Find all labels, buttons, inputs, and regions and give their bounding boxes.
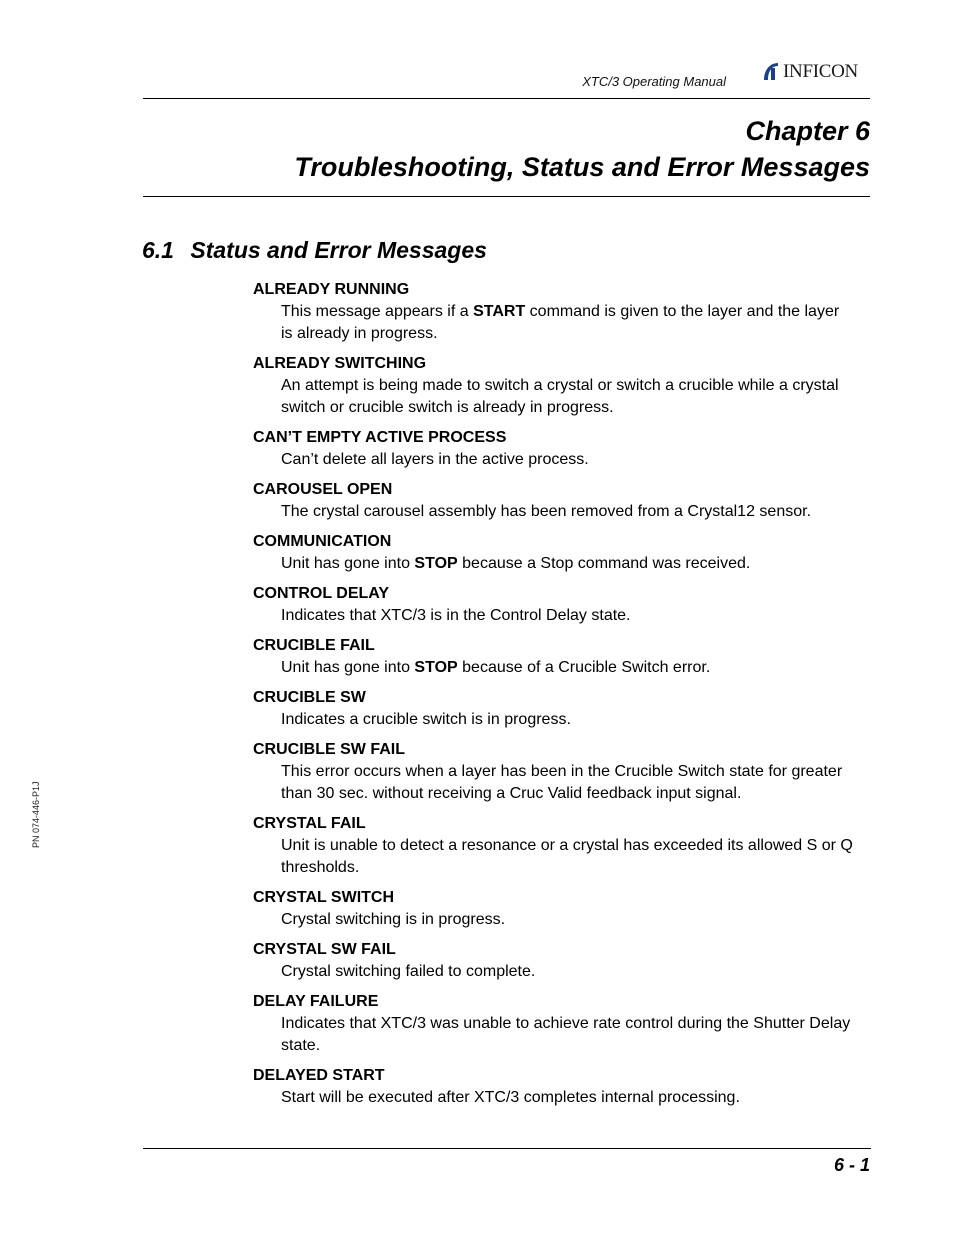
description-text: because of a Crucible Switch error.: [457, 659, 711, 676]
description-text: This message appears if a: [281, 303, 474, 320]
message-title: COMMUNICATION: [253, 533, 392, 550]
message-description: [281, 657, 853, 679]
header-rule: [143, 98, 870, 99]
message-description: [281, 553, 853, 575]
description-text: Indicates that XTC/3 was unable to achieve rate control during the Shutter Delay state.: [281, 1015, 851, 1054]
inficon-logo-icon: [760, 60, 782, 84]
chapter-rule: [143, 196, 870, 197]
message-description: [281, 449, 853, 471]
message-title: CRYSTAL FAIL: [253, 815, 366, 832]
description-text: Unit has gone into: [281, 555, 415, 572]
message-description: [281, 709, 853, 731]
message-list: [253, 280, 853, 1118]
description-text: Can’t delete all layers in the active process.: [281, 451, 589, 468]
message-entry: [253, 532, 853, 575]
message-title: CAROUSEL OPEN: [253, 481, 393, 498]
description-text: command is given to the layer and the layer is already in progress.: [281, 303, 840, 342]
message-title: CRYSTAL SW FAIL: [253, 941, 396, 958]
footer-rule: [143, 1148, 871, 1149]
message-title: DELAY FAILURE: [253, 993, 379, 1010]
page-number: 6 - 1: [833, 1155, 870, 1175]
message-description: [281, 605, 853, 627]
message-description: [281, 301, 853, 345]
message-entry: [253, 1066, 853, 1109]
description-keyword: START: [473, 303, 526, 320]
description-text: Unit is unable to detect a resonance or a crystal has exceeded its allowed S or Q thresholds.: [281, 837, 853, 876]
message-entry: [253, 428, 853, 471]
message-title: ALREADY SWITCHING: [253, 355, 427, 372]
description-text: Indicates a crucible switch is in progress.: [281, 711, 571, 728]
message-title: CRUCIBLE SW FAIL: [253, 741, 405, 758]
message-description: [281, 1087, 853, 1109]
part-number: PN 074-446-P1J: [31, 781, 41, 848]
message-description: [281, 375, 853, 419]
description-text: The crystal carousel assembly has been removed from a Crystal12 sensor.: [281, 503, 812, 520]
message-entry: [253, 688, 853, 731]
message-title: DELAYED START: [253, 1067, 385, 1084]
description-keyword: STOP: [414, 659, 458, 676]
section-title: Status and Error Messages: [190, 237, 487, 263]
message-entry: [253, 992, 853, 1057]
message-entry: [253, 940, 853, 983]
description-text: because a Stop command was received.: [457, 555, 751, 572]
message-entry: [253, 740, 853, 805]
description-text: Indicates that XTC/3 is in the Control Delay state.: [281, 607, 631, 624]
logo-text: INFICON: [783, 61, 858, 82]
section-heading: [142, 237, 487, 264]
inficon-logo: [760, 59, 874, 85]
message-entry: [253, 480, 853, 523]
message-entry: [253, 888, 853, 931]
message-entry: [253, 280, 853, 345]
description-text: Unit has gone into: [281, 659, 415, 676]
manual-title: XTC/3 Operating Manual: [582, 74, 726, 89]
message-title: CRUCIBLE FAIL: [253, 637, 375, 654]
section-number: 6.1: [142, 237, 174, 263]
message-description: [281, 761, 853, 805]
chapter-title: Troubleshooting, Status and Error Messages: [294, 152, 870, 182]
message-title: ALREADY RUNNING: [253, 281, 410, 298]
message-title: CRYSTAL SWITCH: [253, 889, 395, 906]
description-text: Crystal switching failed to complete.: [281, 963, 536, 980]
message-entry: [253, 584, 853, 627]
message-entry: [253, 354, 853, 419]
description-text: Crystal switching is in progress.: [281, 911, 506, 928]
message-description: [281, 1013, 853, 1057]
message-entry: [253, 814, 853, 879]
message-entry: [253, 636, 853, 679]
description-text: An attempt is being made to switch a crystal or switch a crucible while a crystal switch or crucible switch is already in progress.: [281, 377, 839, 416]
message-description: [281, 909, 853, 931]
message-title: CRUCIBLE SW: [253, 689, 366, 706]
description-keyword: STOP: [414, 555, 458, 572]
message-description: [281, 835, 853, 879]
chapter-label: Chapter 6: [745, 116, 870, 146]
message-description: [281, 501, 853, 523]
description-text: Start will be executed after XTC/3 completes internal processing.: [281, 1089, 740, 1106]
message-title: CONTROL DELAY: [253, 585, 390, 602]
chapter-heading: [294, 113, 870, 185]
description-text: This error occurs when a layer has been in the Crucible Switch state for greater than 30 sec. without receiving a Cruc Valid feedback input signal.: [281, 763, 843, 802]
message-title: CAN’T EMPTY ACTIVE PROCESS: [253, 429, 507, 446]
message-description: [281, 961, 853, 983]
